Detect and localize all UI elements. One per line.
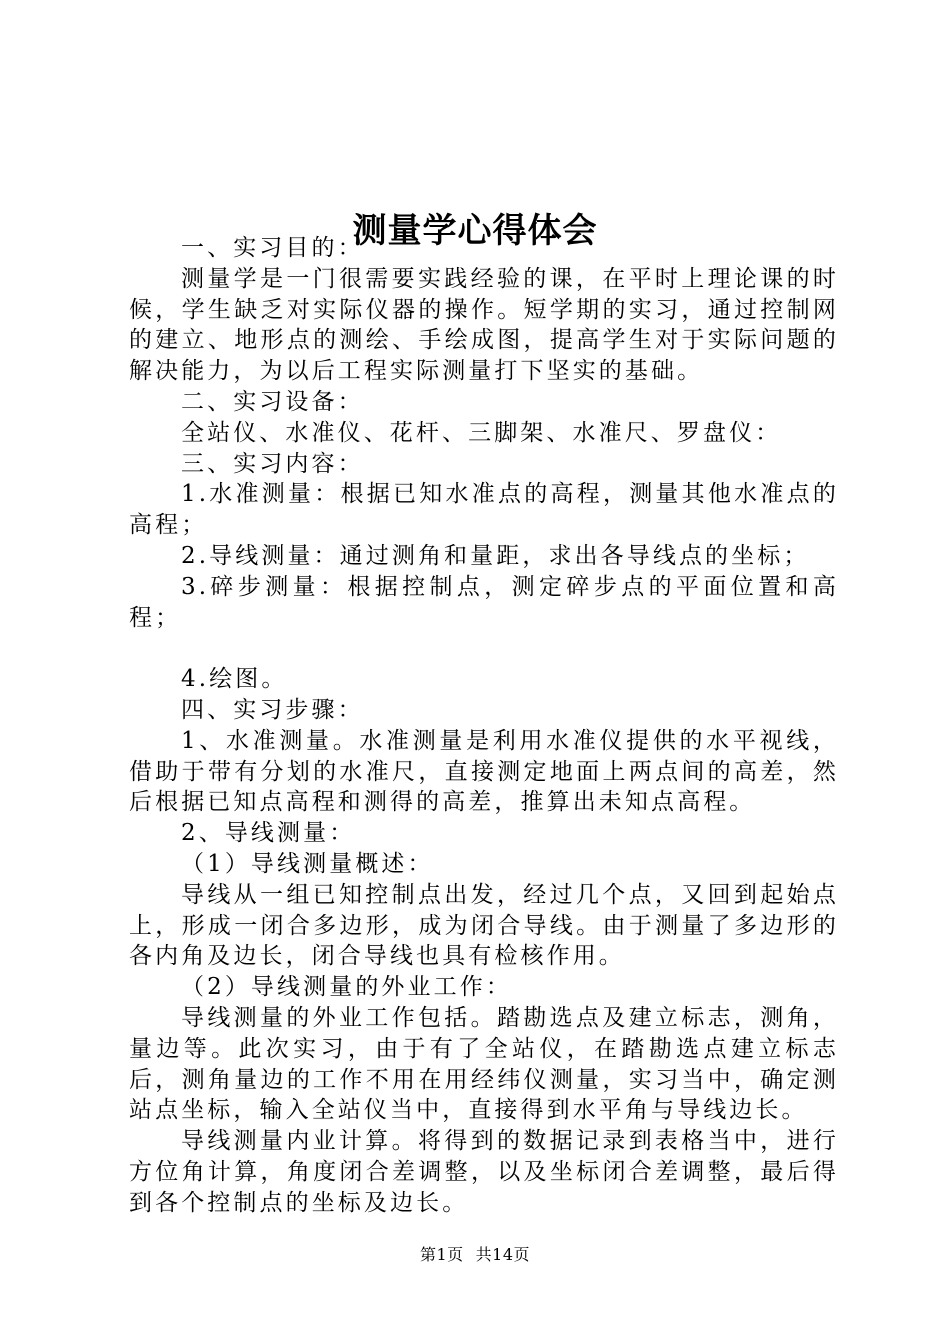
section-heading-content: 三、实习内容：: [181, 450, 364, 477]
page-number: 第1页: [419, 1245, 464, 1264]
list-item-detail-survey: 3.碎步测量：根据控制点，测定碎步点的平面位置和高程；: [129, 573, 839, 631]
list-item-leveling: 1.水准测量：根据已知水准点的高程，测量其他水准点的高程；: [129, 481, 839, 539]
paragraph-leveling: 1、水准测量。水准测量是利用水准仪提供的水平视线，借助于带有分划的水准尺，直接测定地面上两点间的高差，然后根据已知点高程和测得的高差，推算出未知点高程。: [129, 727, 839, 816]
page-footer: [0, 1245, 950, 1265]
paragraph-field-work: 导线测量的外业工作包括。踏勘选点及建立标志，测角，量边等。此次实习，由于有了全站仪，在踏勘选点建立标志后，测角量边的工作不用在用经纬仪测量，实习当中，确定测站点坐标，输入全站仪当中，直接得到水平角与导线边长。: [129, 1004, 839, 1124]
list-item-drawing: 4.绘图。: [181, 666, 288, 693]
paragraph-office-calculation: 导线测量内业计算。将得到的数据记录到表格当中，进行方位角计算，角度闭合差调整，以及坐标闭合差调整，最后得到各个控制点的坐标及边长。: [129, 1128, 839, 1216]
paragraph-purpose: 测量学是一门很需要实践经验的课，在平时上理论课的时候，学生缺乏对实际仪器的操作。短学期的实习，通过控制网的建立、地形点的测绘、手绘成图，提高学生对于实际问题的解决能力，为以后工程实际测量打下坚实的基础。: [129, 265, 839, 385]
document-body: [129, 233, 839, 1219]
subheading-traverse-overview: （1）导线测量概述：: [181, 850, 434, 877]
blank-line: [129, 633, 839, 664]
paragraph-equipment: 全站仪、水准仪、花杆、三脚架、水准尺、罗盘仪：: [181, 419, 782, 446]
subheading-field-work: （2）导线测量的外业工作：: [181, 974, 512, 1001]
section-heading-steps: 四、实习步骤：: [181, 696, 364, 723]
paragraph-traverse-overview: 导线从一组已知控制点出发，经过几个点，又回到起始点上，形成一闭合多边形，成为闭合导线。由于测量了多边形的各内角及边长，闭合导线也具有检核作用。: [129, 881, 839, 970]
list-item-traverse: 2.导线测量：通过测角和量距，求出各导线点的坐标；: [181, 542, 810, 569]
section-heading-purpose: 一、实习目的：: [181, 235, 364, 261]
total-pages: 共14页: [475, 1245, 531, 1264]
section-heading-equipment: 二、实习设备：: [181, 388, 364, 415]
subheading-traverse: 2、导线测量：: [181, 820, 356, 847]
document-title: 测量学心得体会: [352, 210, 598, 251]
